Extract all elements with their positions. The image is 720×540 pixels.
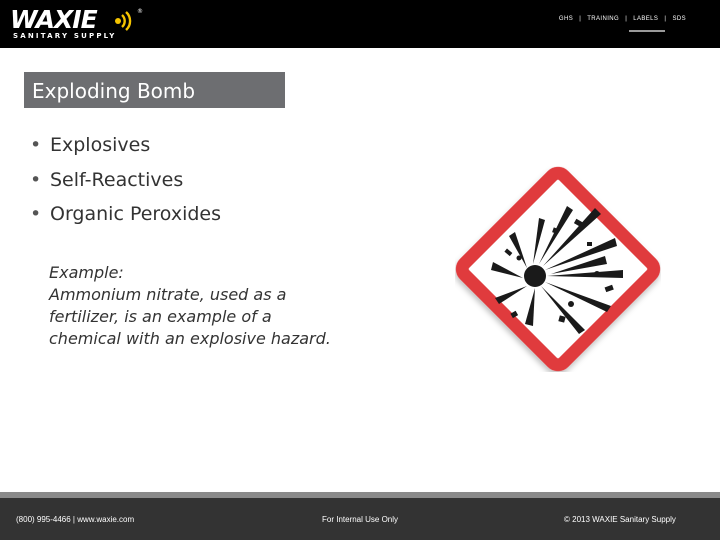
nav-item-training[interactable]: TRAINING: [587, 16, 620, 22]
nav-item-ghs[interactable]: GHS: [558, 16, 574, 22]
bullet-list: [30, 131, 221, 235]
bullet-text: Organic Peroxides: [50, 203, 222, 225]
list-item: [30, 131, 221, 166]
nav-item-labels[interactable]: LABELS: [633, 16, 659, 22]
footer-copyright: © 2013 WAXIE Sanitary Supply: [564, 515, 676, 524]
footer-bar: [0, 498, 720, 540]
bullet-marker: •: [30, 168, 42, 191]
list-item: [30, 200, 221, 235]
top-navigation: [559, 16, 686, 22]
logo-tagline: SANITARY SUPPLY: [13, 32, 117, 40]
bullet-text: Explosives: [50, 134, 151, 156]
header-bar: [0, 0, 720, 48]
footer-notice: For Internal Use Only: [322, 515, 399, 524]
bullet-marker: •: [30, 203, 42, 225]
example-line: Ammonium nitrate, used as a: [49, 285, 287, 304]
slide-title-box: [24, 72, 285, 109]
list-item: [30, 166, 221, 201]
waxie-logo[interactable]: [10, 6, 145, 42]
bullet-text: Self-Reactives: [50, 168, 184, 191]
footer-contact[interactable]: (800) 995-4466 | www.waxie.com: [16, 515, 135, 524]
example-line: chemical with an explosive hazard.: [49, 329, 331, 348]
logo-wordmark: WAXIE: [10, 5, 97, 34]
bullet-marker: •: [30, 134, 42, 156]
signal-waves-icon: [112, 10, 134, 32]
example-line: fertilizer, is an example of a: [49, 307, 272, 326]
example-label: Example:: [49, 263, 124, 282]
nav-item-sds[interactable]: SDS: [672, 16, 686, 22]
nav-separator: |: [579, 16, 582, 22]
nav-separator: |: [664, 16, 667, 22]
example-text: [49, 262, 339, 350]
active-nav-indicator: [629, 30, 665, 32]
nav-separator: |: [625, 16, 628, 22]
registered-mark: ®: [137, 8, 143, 15]
exploding-bomb-ghs-icon: [455, 166, 661, 372]
slide-title: Exploding Bomb: [32, 79, 196, 103]
